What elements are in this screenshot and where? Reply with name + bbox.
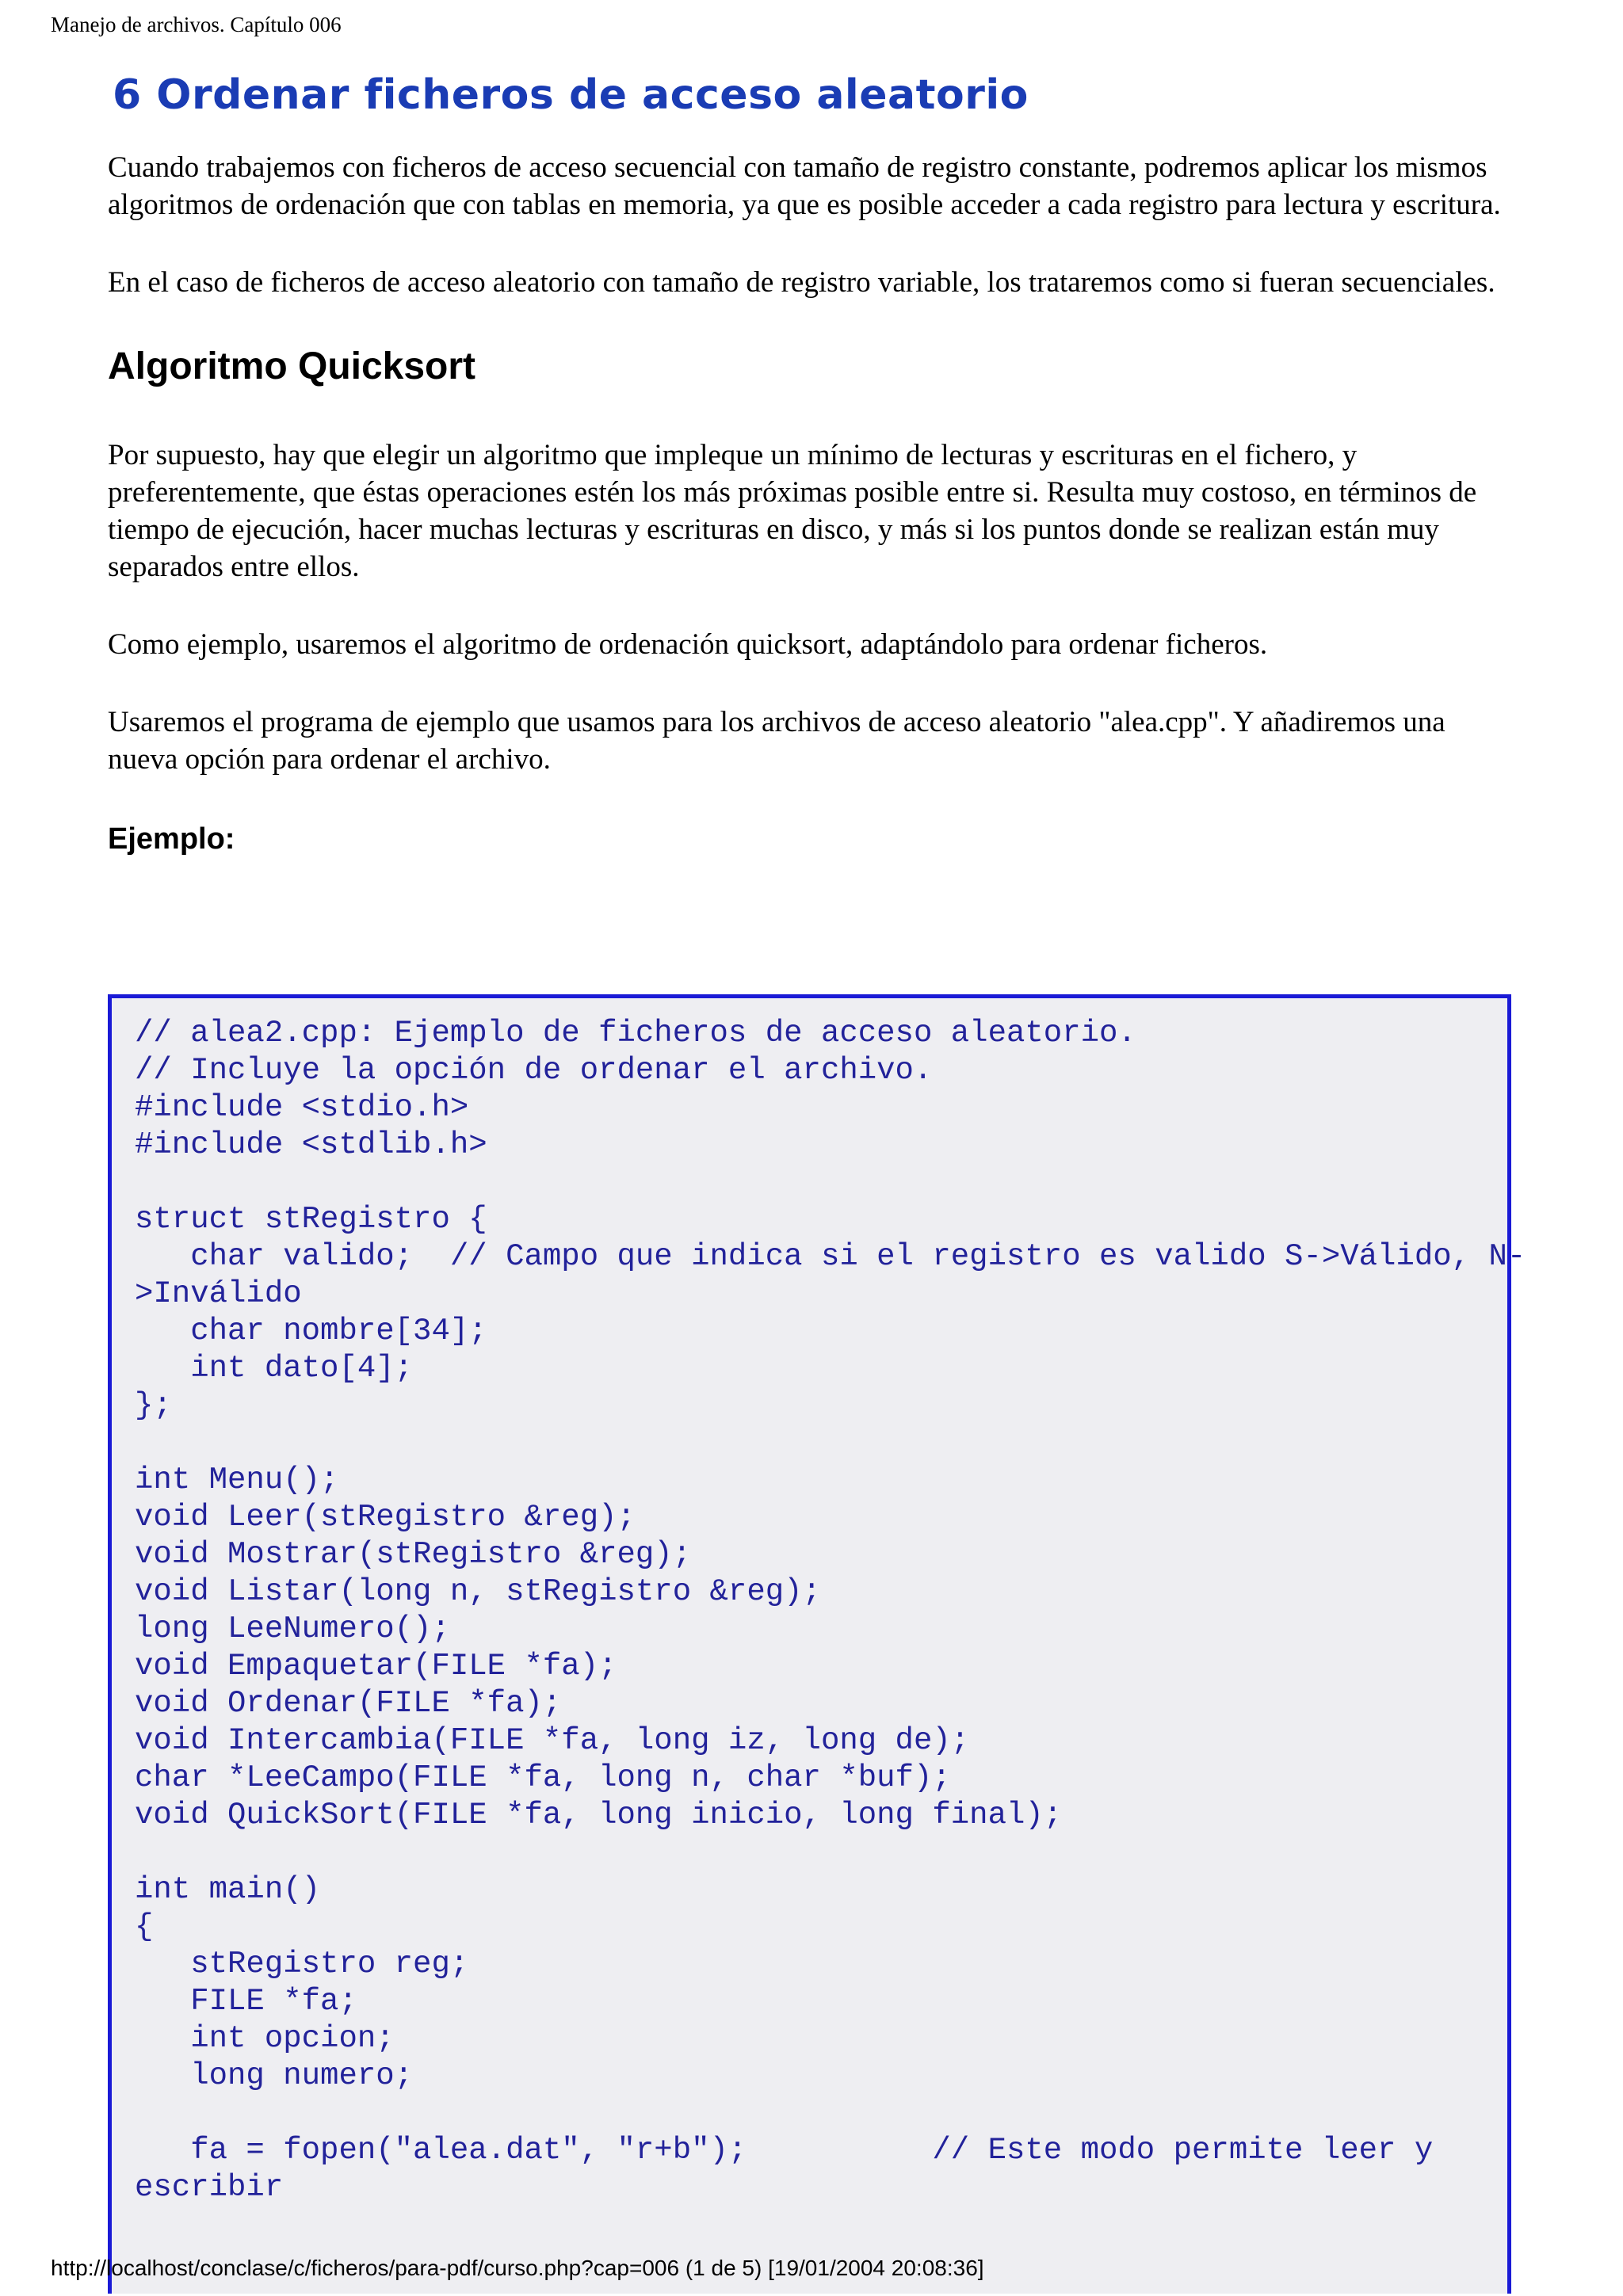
intro-paragraph-1: Cuando trabajemos con ficheros de acceso secuencial con tamaño de registro constante, podremos aplicar los mismos algoritmos de ordenación que con tablas en memoria, ya que es posible acceder a cada registro para lectura y escritura.	[108, 151, 1501, 221]
page-footer-url: http://localhost/conclase/c/ficheros/para-pdf/curso.php?cap=006 (1 de 5) [19/01/2004 20:08:36]	[51, 2256, 984, 2280]
section-paragraph-1: Por supuesto, hay que elegir un algoritmo que impleque un mínimo de lecturas y escrituras en el fichero, y preferentemente, que éstas operaciones estén los más próximas posible entre si. Resulta muy costoso, en términos de tiempo de ejecución, hacer muchas lecturas y escrituras en disco, y más si los puntos donde se realizan están muy separados entre ellos.	[108, 439, 1477, 583]
intro-paragraph-2: En el caso de ficheros de acceso aleatorio con tamaño de registro variable, los trataremos como si fueran secuenciales.	[108, 266, 1495, 299]
section-heading-quicksort: Algoritmo Quicksort	[108, 345, 476, 387]
document-body	[108, 60, 1518, 894]
page-header: Manejo de archivos. Capítulo 006	[51, 13, 342, 36]
page-title: 6 Ordenar ficheros de acceso aleatorio	[113, 71, 1029, 119]
code-listing: // alea2.cpp: Ejemplo de ficheros de acceso aleatorio. // Incluye la opción de ordenar el archivo. #include <stdio.h> #include <stdlib.h> struct stRegistro { char valido; // Campo que indica si el registro es valido S->Válido, N- >Inválido char nombre[34]; int dato[4]; }; int Menu(); void Leer(stRegistro &reg); void Mostrar(stRegistro &reg); void Listar(long n, stRegistro &reg); long LeeNumero(); void Empaquetar(FILE *fa); void Ordenar(FILE *fa); void Intercambia(FILE *fa, long iz, long de); char *LeeCampo(FILE *fa, long n, char *buf); void QuickSort(FILE *fa, long inicio, long final); int main() { stRegistro reg; FILE *fa; int opcion; long numero; fa = fopen("alea.dat", "r+b"); // Este modo permite leer y escribir	[135, 1016, 1526, 2205]
section-paragraph-3: Usaremos el programa de ejemplo que usamos para los archivos de acceso aleatorio "alea.cpp". Y añadiremos una nueva opción para ordenar el archivo.	[108, 706, 1445, 776]
section-paragraph-2: Como ejemplo, usaremos el algoritmo de ordenación quicksort, adaptándolo para ordenar ficheros.	[108, 628, 1268, 661]
example-label: Ejemplo:	[108, 822, 235, 856]
